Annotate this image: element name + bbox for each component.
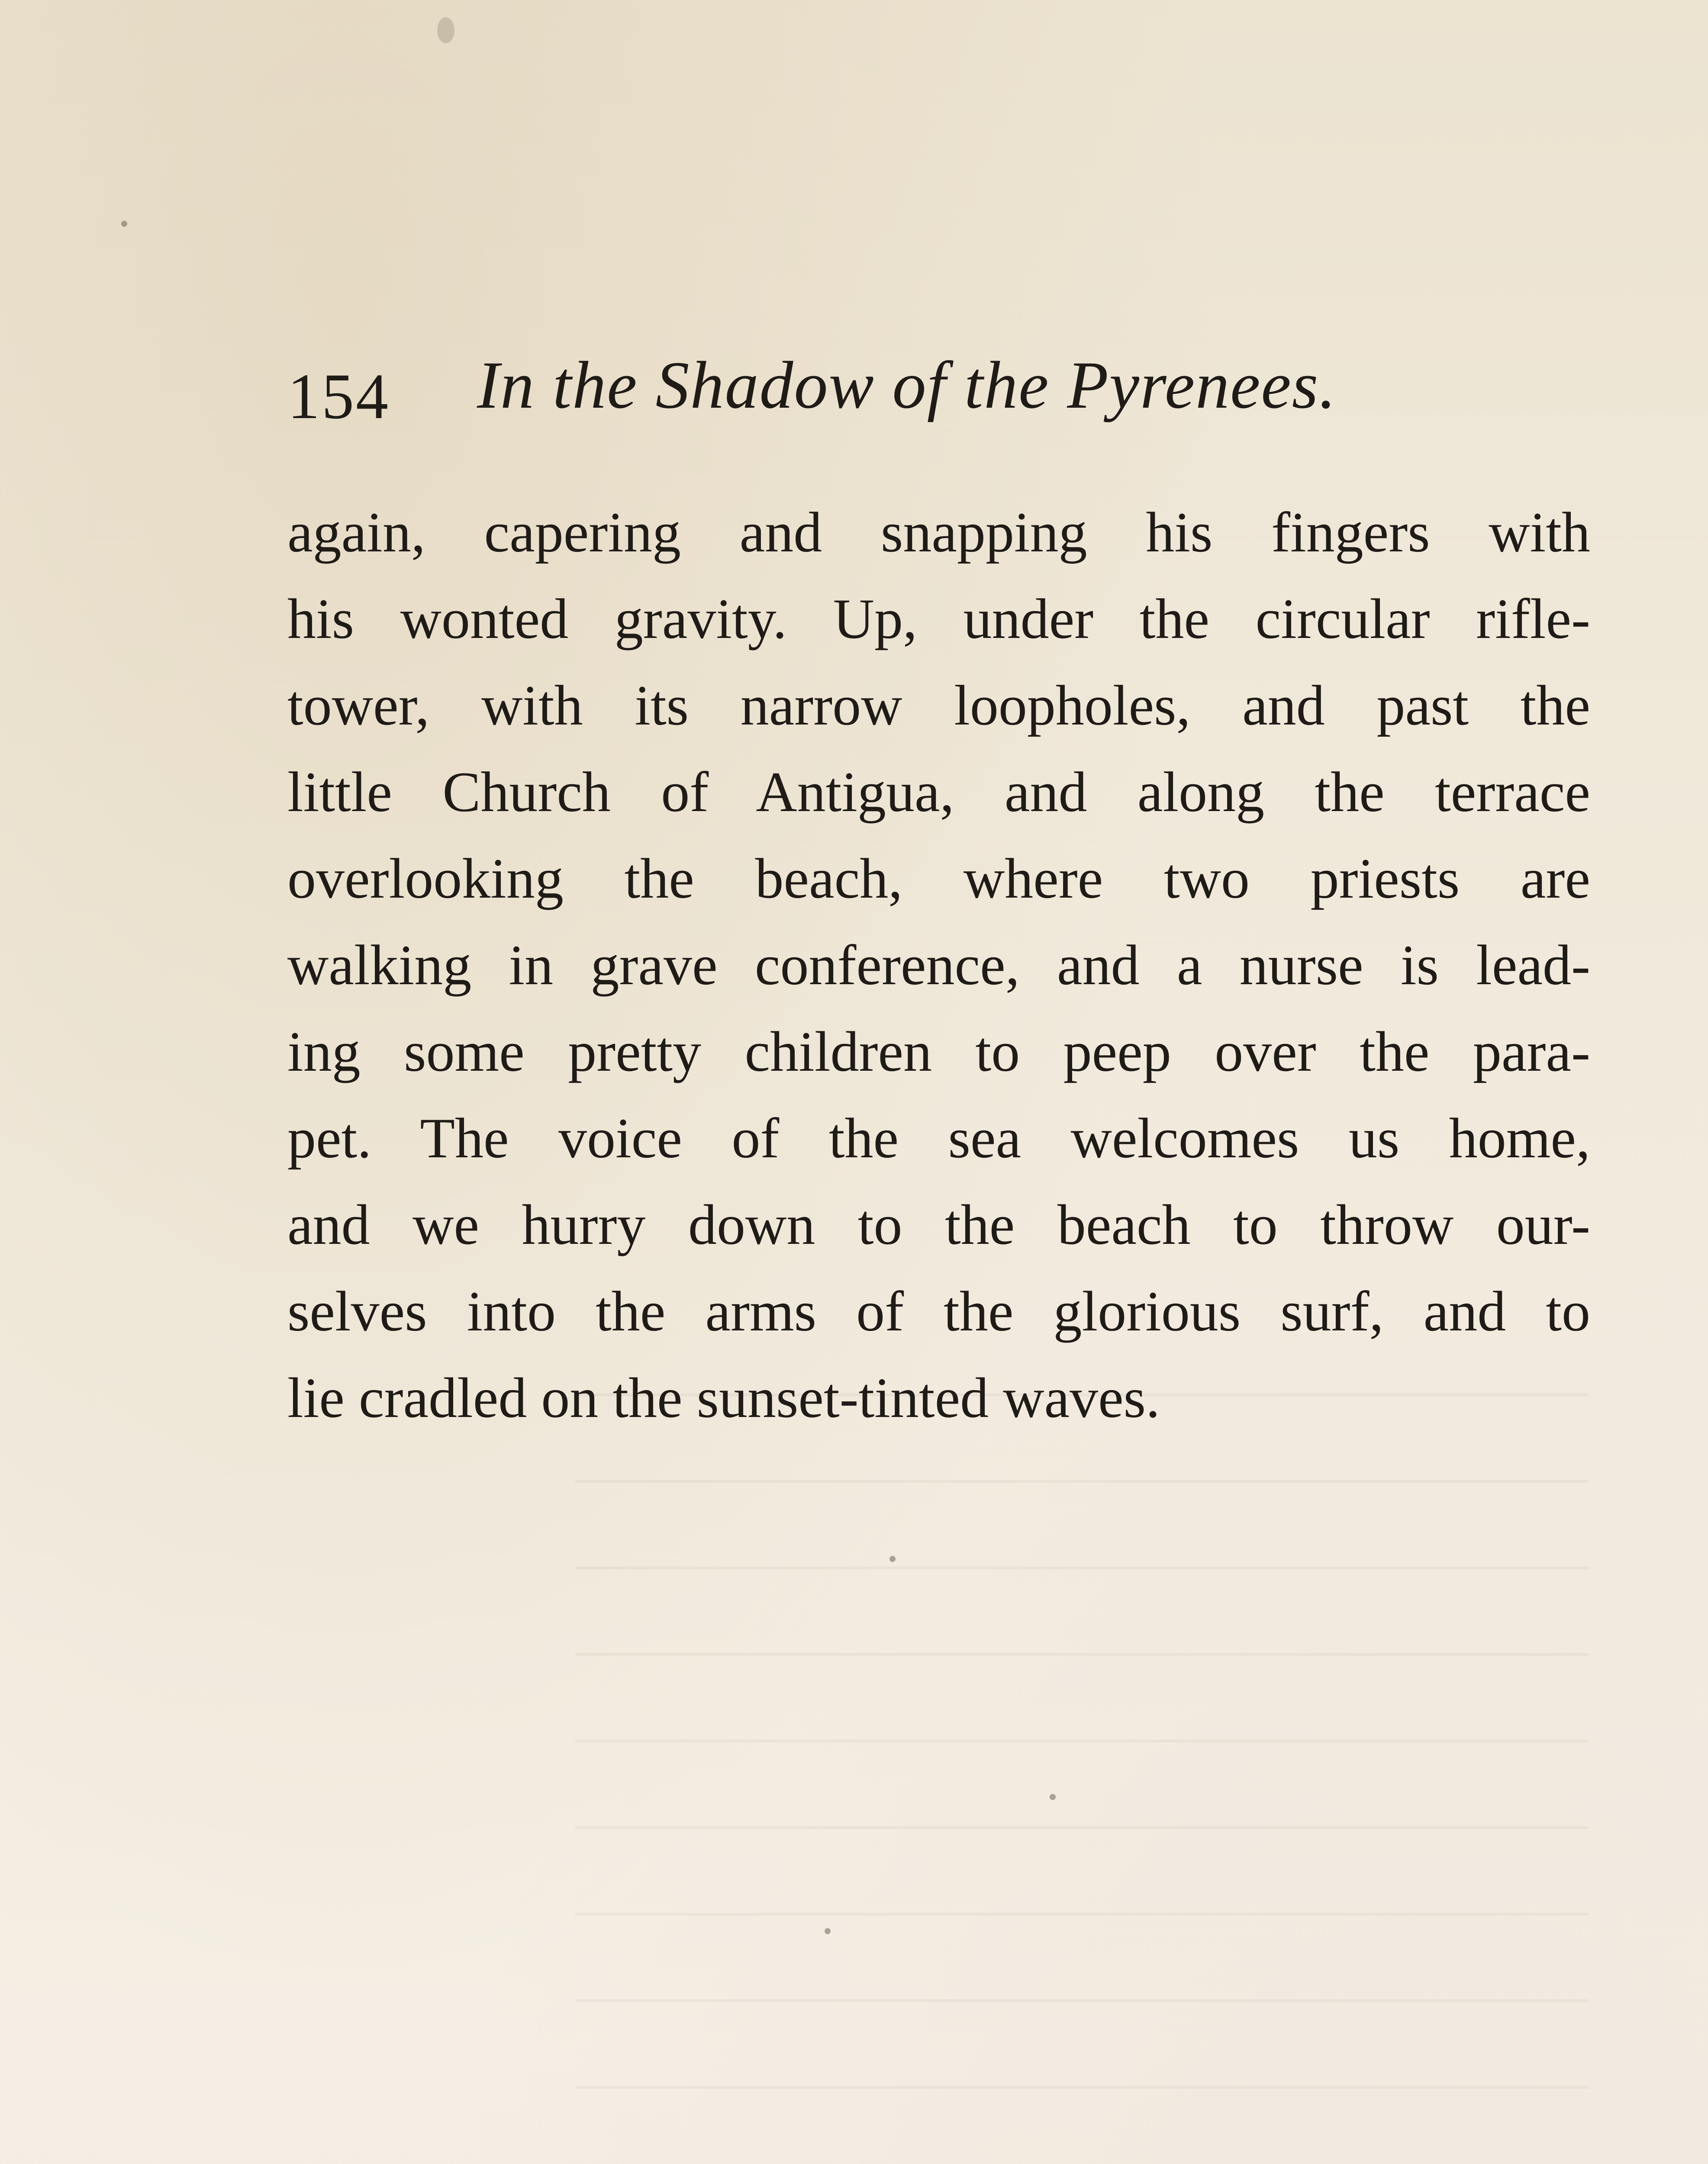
running-head bbox=[287, 346, 1582, 433]
body-text bbox=[287, 489, 1590, 1441]
body-line: his wonted gravity. Up, under the circular rifle- bbox=[287, 587, 1590, 650]
show-through-line bbox=[299, 1519, 1589, 1606]
paper-speck bbox=[1050, 1794, 1056, 1800]
show-through-line bbox=[299, 1952, 1589, 2038]
show-through-line bbox=[299, 1433, 1589, 1519]
show-through-line bbox=[299, 2038, 1589, 2125]
show-through-texture bbox=[299, 1346, 1589, 2164]
body-line: and we hurry down to the beach to throw our- bbox=[287, 1193, 1590, 1256]
body-line: tower, with its narrow loopholes, and past the bbox=[287, 673, 1590, 737]
paper-speck bbox=[889, 1556, 896, 1562]
body-line: little Church of Antigua, and along the terrace bbox=[287, 760, 1590, 824]
body-line: overlooking the beach, where two priests are bbox=[287, 847, 1590, 910]
body-line: again, capering and snapping his fingers with bbox=[287, 500, 1590, 564]
paper-speck bbox=[437, 17, 454, 43]
body-line: lie cradled on the sunset-tinted waves. bbox=[287, 1366, 1160, 1430]
body-line: ing some pretty children to peep over the para- bbox=[287, 1020, 1590, 1083]
show-through-line bbox=[299, 2125, 1589, 2164]
show-through-line bbox=[299, 1692, 1589, 1779]
page-number: 154 bbox=[287, 361, 390, 432]
running-title: In the Shadow of the Pyrenees. bbox=[477, 348, 1337, 422]
paper-speck bbox=[121, 221, 127, 227]
body-line: walking in grave conference, and a nurse is lead- bbox=[287, 933, 1590, 997]
show-through-line bbox=[299, 1606, 1589, 1692]
show-through-line bbox=[299, 1865, 1589, 1952]
paper-speck bbox=[825, 1928, 831, 1934]
show-through-line bbox=[299, 1779, 1589, 1865]
body-line: pet. The voice of the sea welcomes us home, bbox=[287, 1106, 1590, 1170]
body-line: selves into the arms of the glorious surf, and to bbox=[287, 1279, 1590, 1343]
